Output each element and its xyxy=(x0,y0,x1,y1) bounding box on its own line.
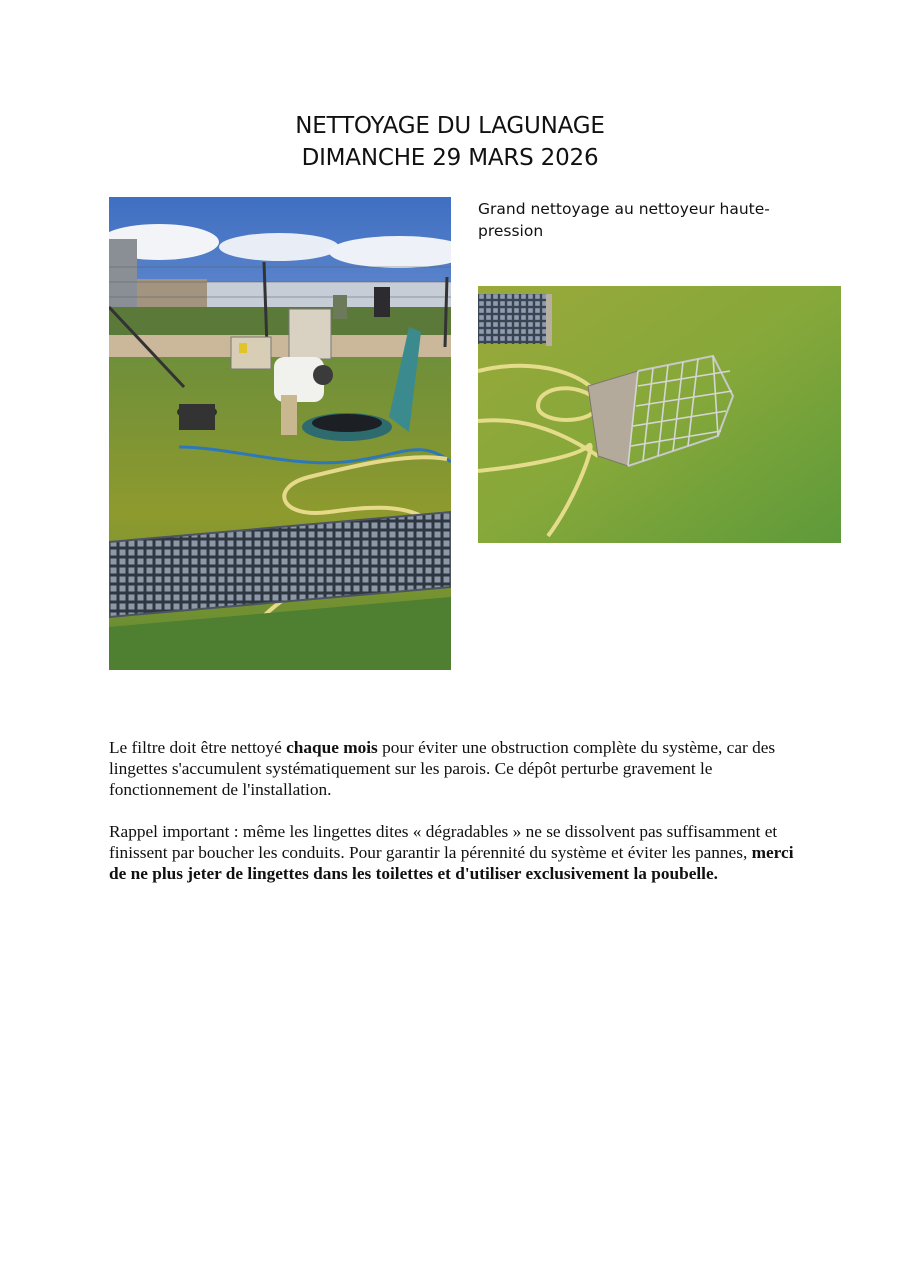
photo-cleaning-filter xyxy=(109,197,451,670)
paragraph-filter-maintenance xyxy=(109,737,799,800)
photo-caption: Grand nettoyage au nettoyeur haute-pression xyxy=(478,200,770,240)
title-line-1: NETTOYAGE DU LAGUNAGE xyxy=(295,113,605,139)
paragraph-wipes-reminder xyxy=(109,821,799,884)
paragraph-1-bold: chaque mois xyxy=(286,738,378,757)
title-line-2: DIMANCHE 29 MARS 2026 xyxy=(301,145,599,171)
photo-filter-basket xyxy=(478,286,841,543)
paragraph-1-text-start: Le filtre doit être nettoyé xyxy=(109,738,287,757)
paragraph-1-text-end: pour éviter une obstruction complète du système, car des lingettes s'accumulent systématiquement sur les parois. Ce dépôt perturbe gravement le fonctionnement de l'installation. xyxy=(109,738,776,799)
document-title xyxy=(0,110,900,174)
paragraph-2-bold: merci de ne plus jeter de lingettes dans les toilettes et d'utiliser exclusivement la poubelle. xyxy=(109,843,794,883)
paragraph-2-text-start: Rappel important : même les lingettes dites « dégradables » ne se dissolvent pas suffisamment et finissent par boucher les conduits. Pour garantir la pérennité du système et éviter les pannes, xyxy=(109,822,778,862)
